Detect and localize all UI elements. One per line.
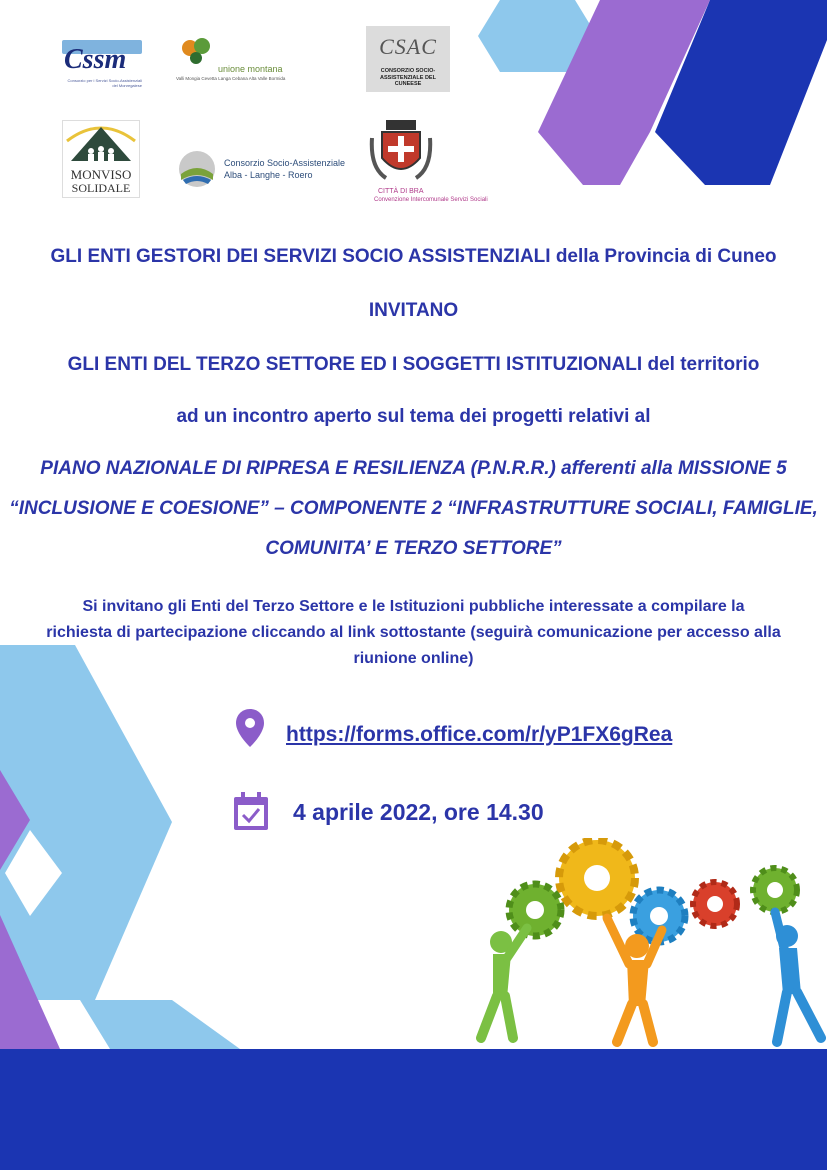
body-invito-line2: richiesta di partecipazione cliccando al link sottostante (seguirà comunicazione per accesso alla bbox=[46, 624, 781, 641]
gear-green-right bbox=[753, 868, 797, 912]
logo-csac-mark: CSAC bbox=[379, 34, 437, 59]
logo-consorzio-alba-line2: Alba - Langhe - Roero bbox=[224, 170, 313, 180]
title-pnrr-line1: PIANO NAZIONALE DI RIPRESA E RESILIENZA (P.N.R.R.) afferenti alla MISSIONE 5 bbox=[40, 458, 787, 479]
logo-monviso-line1: MONVISO bbox=[70, 167, 132, 182]
bra-coat-of-arms-icon bbox=[368, 118, 434, 186]
logo-csac bbox=[366, 26, 450, 92]
logo-consorzio-alba bbox=[178, 150, 358, 192]
logo-citta-bra-name: CITTÀ DI BRA bbox=[378, 188, 424, 195]
logo-cssm bbox=[62, 40, 142, 96]
gear-green-left bbox=[509, 884, 561, 936]
logo-cssm-mark: Cssm bbox=[64, 44, 127, 75]
title-pnrr-line3: COMUNITA’ E TERZO SETTORE” bbox=[265, 538, 562, 559]
monviso-mountain-icon bbox=[63, 121, 139, 165]
gear-red bbox=[693, 882, 737, 926]
body-invito-line3: riunione online) bbox=[353, 650, 474, 667]
title-pnrr-line2: “INCLUSIONE E COESIONE” – COMPONENTE 2 “INFRASTRUTTURE SOCIALI, FAMIGLIE, bbox=[9, 498, 818, 519]
logo-unione-montana-caption: Valli Mongia Cevetta Langa Cebana Alta Valle Bormida bbox=[176, 76, 286, 81]
logo-csac-caption: CONSORZIO SOCIO-ASSISTENZIALE DEL CUNEESE bbox=[380, 68, 436, 87]
logo-cssm-caption: Consorzio per i Servizi Socio-Assistenziali del Monregalese bbox=[67, 78, 142, 88]
location-pin-icon bbox=[235, 708, 265, 748]
unione-montana-icon bbox=[176, 36, 218, 70]
subheading-incontro: ad un incontro aperto sul tema dei progetti relativi al bbox=[176, 406, 651, 427]
logo-unione-montana-name: unione montana bbox=[218, 64, 283, 74]
logo-unione-montana bbox=[176, 36, 336, 86]
logo-monviso-line2: SOLIDALE bbox=[71, 181, 131, 195]
light-blue-lower bbox=[80, 1000, 240, 1049]
footer-band bbox=[0, 1049, 827, 1170]
heading-terzo-settore: GLI ENTI DEL TERZO SETTORE ED I SOGGETTI ISTITUZIONALI del territorio bbox=[67, 354, 760, 375]
person-blue bbox=[775, 912, 821, 1042]
consorzio-alba-icon bbox=[178, 150, 216, 188]
heading-invitano: INVITANO bbox=[368, 300, 459, 321]
gear-yellow bbox=[559, 840, 635, 916]
logo-consorzio-alba-line1: Consorzio Socio-Assistenziale bbox=[224, 158, 346, 168]
event-date: 4 aprile 2022, ore 14.30 bbox=[293, 799, 544, 825]
calendar-check-icon bbox=[232, 790, 270, 832]
heading-enti-gestori: GLI ENTI GESTORI DEI SERVIZI SOCIO ASSISTENZIALI della Provincia di Cuneo bbox=[50, 246, 777, 267]
logo-citta-bra bbox=[368, 118, 518, 208]
people-gears-icon bbox=[457, 838, 827, 1048]
logo-monviso-solidale bbox=[62, 120, 140, 198]
registration-form-link[interactable]: https://forms.office.com/r/yP1FX6gRea bbox=[286, 723, 673, 746]
person-green bbox=[481, 928, 527, 1038]
logo-citta-bra-caption: Convenzione Intercomunale Servizi Sociali bbox=[374, 197, 488, 203]
body-invito-line1: Si invitano gli Enti del Terzo Settore e le Istituzioni pubbliche interessate a compilare la bbox=[82, 598, 745, 615]
